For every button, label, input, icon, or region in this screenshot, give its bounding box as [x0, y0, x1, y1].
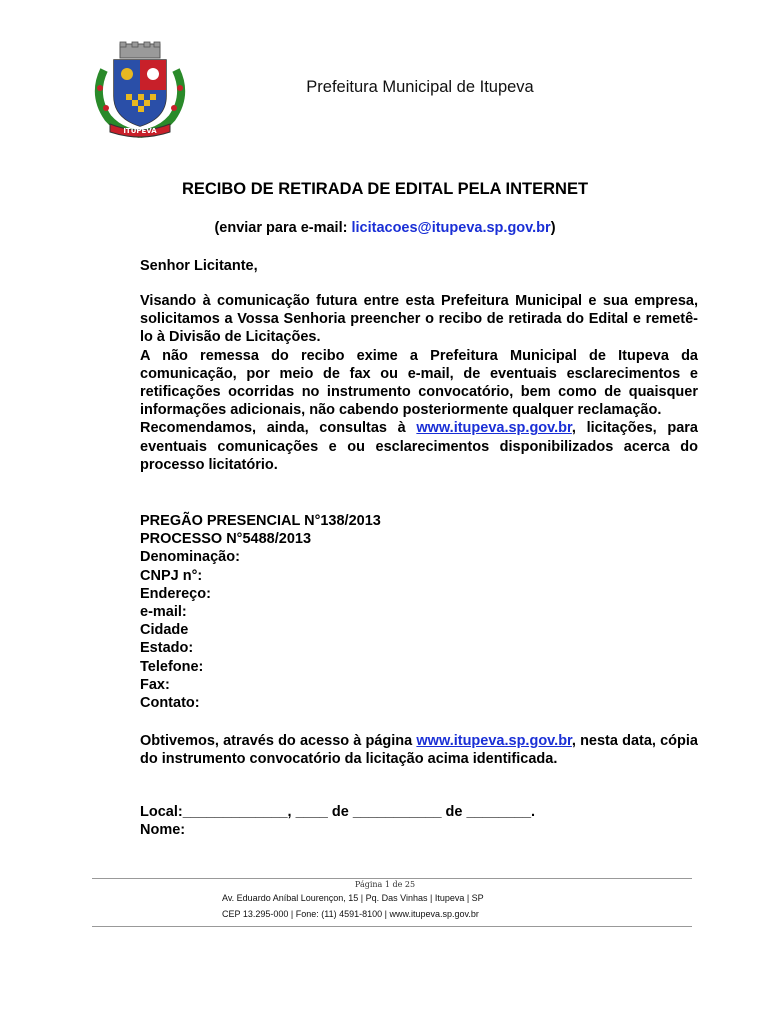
- form-fields: [140, 512, 698, 712]
- footer-address: Av. Eduardo Aníbal Lourençon, 15 | Pq. Das Vinhas | Itupeva | SP: [222, 893, 484, 903]
- document-title: RECIBO DE RETIRADA DE EDITAL PELA INTERNET: [181, 180, 589, 198]
- svg-text:ITUPEVA: ITUPEVA: [123, 127, 157, 135]
- obtivemos-paragraph: [140, 732, 698, 768]
- email-suffix: ): [550, 220, 556, 236]
- email-link[interactable]: licitacoes@itupeva.sp.gov.br: [351, 220, 551, 236]
- field-email: e-mail:: [140, 604, 187, 621]
- website-link[interactable]: www.itupeva.sp.gov.br: [416, 420, 572, 437]
- website-link-2[interactable]: www.itupeva.sp.gov.br: [416, 733, 572, 749]
- field-telefone: Telefone:: [140, 658, 204, 675]
- local-date-line: Local:_____________, ____ de ___________ de ________.: [140, 804, 536, 820]
- field-fax: Fax:: [140, 676, 170, 693]
- municipal-crest-logo: [90, 40, 190, 140]
- field-pregao: PREGÃO PRESENCIAL N°138/2013: [140, 513, 381, 529]
- body-paragraphs: [140, 292, 698, 474]
- email-instruction: [0, 220, 770, 236]
- footer-divider-top: [92, 878, 692, 879]
- footer-divider-bottom: [92, 926, 692, 927]
- obtivemos-suffix: , nesta data, cópia do instrumento convocatório da licitação acima identificada.: [140, 733, 698, 768]
- field-denominacao: Denominação:: [140, 549, 240, 566]
- field-estado: Estado:: [140, 640, 194, 657]
- paragraph-3-suffix: , licitações, para eventuais comunicações e ou esclarecimentos disponibilizados acerca do processo licitatório.: [140, 420, 698, 473]
- name-line: Nome:: [140, 822, 186, 839]
- paragraph-2: A não remessa do recibo exime a Prefeitura Municipal de Itupeva da comunicação, por meio de fax ou e-mail, de eventuais esclarecimentos e retificações ocorridas no instrumento convocatório, bem como de quaisquer informações adicionais, não cabendo posteriormente qualquer reclamação.: [140, 347, 698, 419]
- email-prefix: (enviar para e-mail:: [214, 220, 352, 236]
- page-number: Página 1 de 25: [354, 880, 416, 889]
- footer-contact: CEP 13.295-000 | Fone: (11) 4591-8100 | www.itupeva.sp.gov.br: [222, 909, 479, 919]
- municipality-title: Prefeitura Municipal de Itupeva: [306, 78, 534, 96]
- field-processo: PROCESSO N°5488/2013: [140, 531, 312, 548]
- field-endereco: Endereço:: [140, 585, 211, 602]
- field-contato: Contato:: [140, 695, 200, 712]
- field-cidade: Cidade: [140, 622, 189, 639]
- signature-block: [140, 803, 698, 839]
- greeting: Senhor Licitante,: [140, 258, 258, 274]
- paragraph-3: [140, 419, 698, 474]
- paragraph-1: Visando à comunicação futura entre esta Prefeitura Municipal e sua empresa, solicitamos a Vossa Senhoria preencher o recibo de retirada do Edital e remetê-lo à Divisão de Licitações.: [140, 293, 698, 346]
- paragraph-3-prefix: Recomendamos, ainda, consultas à: [140, 420, 417, 437]
- field-cnpj: CNPJ n°:: [140, 567, 203, 584]
- obtivemos-prefix: Obtivemos, através do acesso à página: [140, 733, 417, 749]
